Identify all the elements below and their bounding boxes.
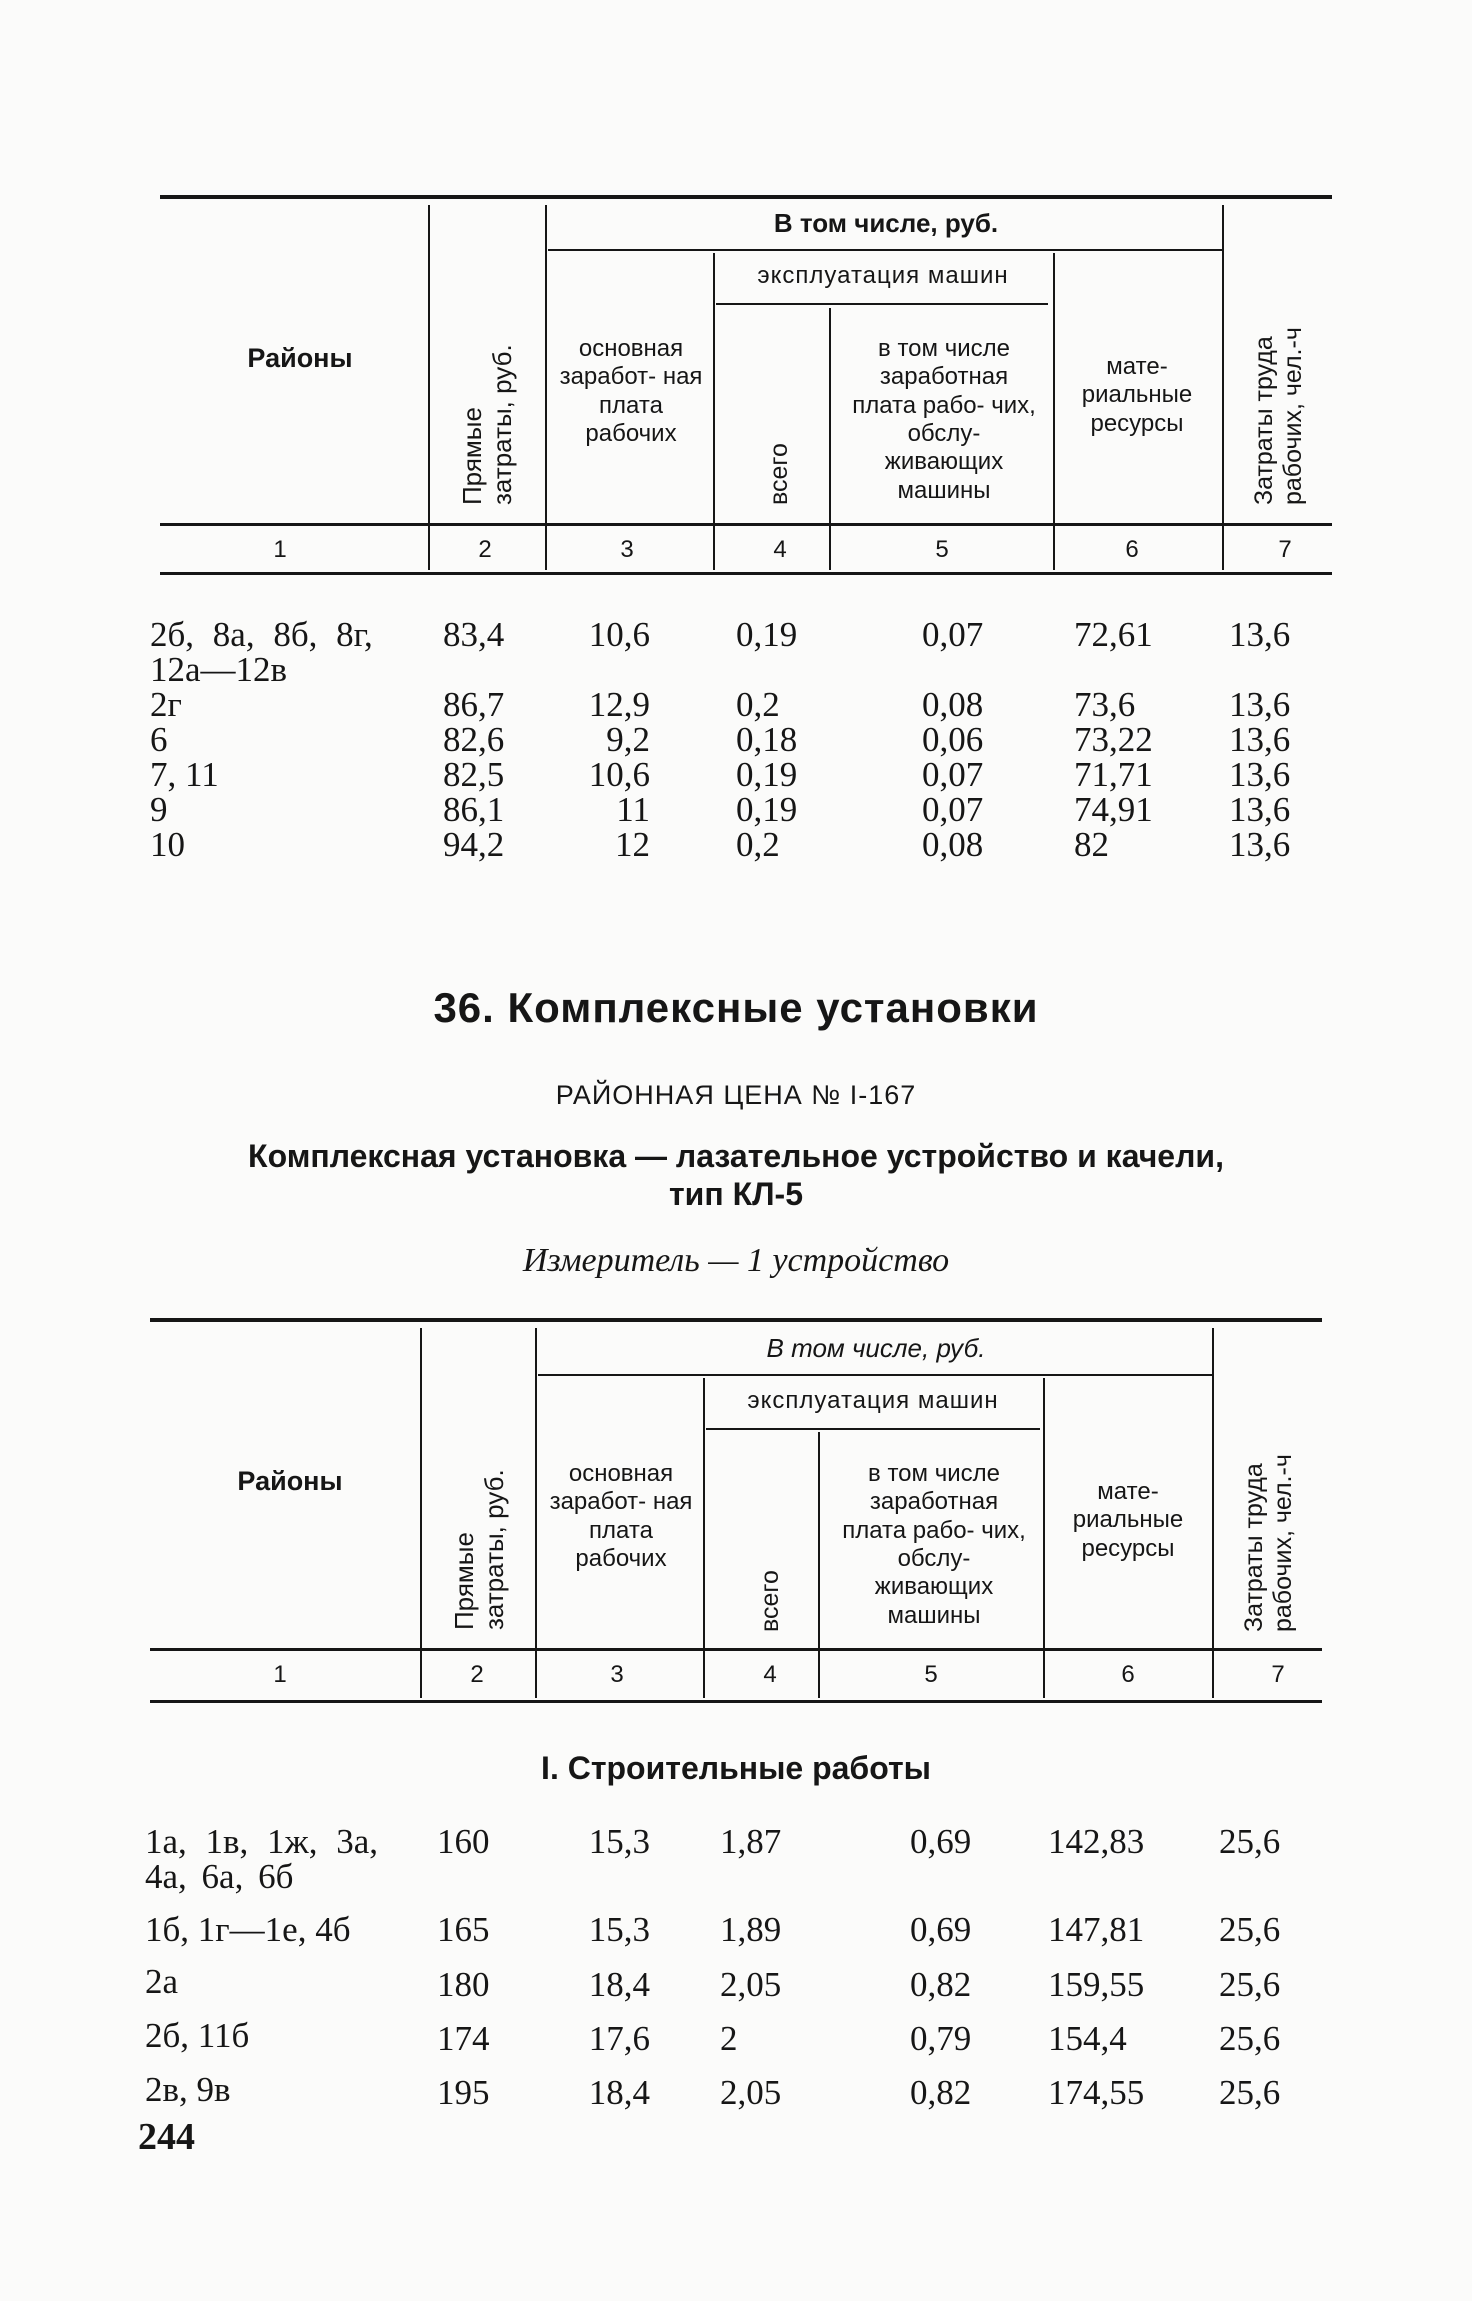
rule [818,1432,820,1698]
cell-wage: 12,9 [588,685,650,724]
rule [1043,1378,1045,1698]
cell-materials: 147,81 [1048,1910,1145,1949]
header-direct-costs [450,1469,510,1630]
cell-region: 12а—12в [150,650,288,689]
cell-labor: 13,6 [1229,790,1291,829]
cell-materials: 74,91 [1074,790,1153,829]
header-machine-operation: эксплуатация машин [757,262,1009,289]
header-labor [1250,327,1308,505]
rule [1222,205,1224,570]
cell-mwage: 0,07 [922,615,984,654]
cell-total: 2,05 [720,2073,782,2112]
col-num: 6 [1125,536,1139,563]
cell-wage: 15,3 [588,1910,650,1949]
cell-region: 6 [150,720,168,759]
cell-direct: 86,1 [443,790,505,829]
cell-mwage: 0,08 [922,825,984,864]
cell-wage: 18,4 [588,1965,650,2004]
price-code: РАЙОННАЯ ЦЕНА № I-167 [555,1080,917,1110]
cell-wage: 12 [615,825,650,864]
cell-labor: 13,6 [1229,720,1291,759]
header-machine-operation: эксплуатация машин [747,1387,999,1414]
col-num: 4 [773,536,787,563]
cell-region: 1б, 1г—1е, 4б [145,1910,351,1949]
col-num: 3 [620,536,634,563]
header-including: В том числе, руб. [766,1333,986,1363]
col-num: 5 [935,536,949,563]
meter-unit: Измеритель — 1 устройство [522,1242,950,1279]
header-text: рабочих, чел.-ч [1268,1454,1297,1632]
header-text: рабочих, чел.-ч [1278,327,1307,505]
cell-labor: 13,6 [1229,755,1291,794]
cell-materials: 73,22 [1074,720,1153,759]
cell-materials: 174,55 [1048,2073,1145,2112]
rule [160,523,1332,526]
cell-total: 0,18 [736,720,798,759]
cell-total: 0,19 [736,755,798,794]
cell-mwage: 0,08 [922,685,984,724]
cell-direct: 165 [437,1910,490,1949]
cell-labor: 25,6 [1219,1965,1281,2004]
cell-wage: 10,6 [588,755,650,794]
cell-region: 2г [150,685,182,724]
cell-region: 7, 11 [150,755,219,794]
col-num: 2 [470,1661,484,1688]
rule [706,1428,1040,1430]
cell-materials: 73,6 [1074,685,1136,724]
section-heading: 36. Комплексные установки [433,984,1039,1031]
cell-mwage: 0,82 [910,1965,972,2004]
cell-labor: 25,6 [1219,1822,1281,1861]
col-num: 1 [273,1661,287,1688]
cell-mwage: 0,69 [910,1910,972,1949]
header-text: затраты, руб. [486,344,517,505]
col-num: 3 [610,1661,624,1688]
cell-labor: 13,6 [1229,615,1291,654]
rule [545,205,547,570]
cell-total: 1,87 [720,1822,782,1861]
header-regions: Районы [247,343,353,373]
header-machine-wage: в том числе заработная плата рабо- чих, обслу- живающих машины [852,335,1036,504]
cell-region: 10 [150,825,185,864]
cell-direct: 82,5 [443,755,505,794]
cell-region: 2в, 9в [145,2070,231,2109]
cell-direct: 83,4 [443,615,505,654]
cell-direct: 94,2 [443,825,505,864]
rule [428,205,430,570]
rule [703,1378,705,1698]
header-machine-wage: в том числе заработная плата рабо- чих, обслу- живающих машины [842,1460,1026,1629]
cell-region: 9 [150,790,168,829]
cell-region: 4а, 6а, 6б [145,1857,294,1896]
table-subheading: I. Строительные работы [541,1750,931,1786]
cell-mwage: 0,79 [910,2019,972,2058]
cell-wage: 10,6 [588,615,650,654]
cell-materials: 142,83 [1048,1822,1145,1861]
cell-mwage: 0,07 [922,755,984,794]
col-num: 7 [1278,536,1292,563]
cell-direct: 174 [437,2019,490,2058]
rule [538,1374,1214,1376]
header-labor [1240,1454,1298,1632]
header-total: всего [765,443,793,505]
col-num: 7 [1271,1661,1285,1688]
rule [829,308,831,570]
cell-wage: 11 [616,790,650,829]
header-including: В том числе, руб. [773,208,999,238]
cell-labor: 25,6 [1219,2019,1281,2058]
cell-direct: 160 [437,1822,490,1861]
header-basic-wage: основная заработ- ная плата рабочих [559,335,703,447]
cell-direct: 86,7 [443,685,505,724]
cell-total: 1,89 [720,1910,782,1949]
cell-labor: 13,6 [1229,825,1291,864]
rule [535,1328,537,1698]
cell-materials: 72,61 [1074,615,1153,654]
header-text: Затраты труда [1240,1463,1268,1632]
cell-mwage: 0,06 [922,720,984,759]
cell-wage: 9,2 [606,720,650,759]
header-total: всего [756,1570,784,1632]
col-num: 5 [924,1661,938,1688]
rule [160,572,1332,575]
cell-materials: 154,4 [1048,2019,1127,2058]
cell-direct: 180 [437,1965,490,2004]
cell-total: 2 [720,2019,738,2058]
rule [1212,1328,1214,1698]
cell-region: 2б, 8а, 8б, 8г, [150,615,373,654]
cell-mwage: 0,69 [910,1822,972,1861]
cell-wage: 17,6 [588,2019,650,2058]
cell-materials: 71,71 [1074,755,1153,794]
cell-direct: 195 [437,2073,490,2112]
header-text: Затраты труда [1250,336,1278,505]
rule [150,1700,1322,1703]
cell-materials: 82 [1074,825,1109,864]
cell-total: 0,2 [736,825,780,864]
header-text: Прямые [457,407,487,505]
cell-region: 1а, 1в, 1ж, 3а, [145,1822,379,1861]
cell-total: 0,19 [736,615,798,654]
rule [1053,253,1055,570]
page-number: 244 [138,2116,195,2158]
header-text: затраты, руб. [478,1469,509,1630]
cell-wage: 15,3 [588,1822,650,1861]
header-basic-wage: основная заработ- ная плата рабочих [549,1460,693,1572]
header-text: Прямые [449,1532,479,1630]
rule [150,1648,1322,1651]
item-title: тип КЛ-5 [669,1176,803,1212]
rule [420,1328,422,1698]
item-title: Комплексная установка — лазательное устройство и качели, [248,1138,1224,1174]
cell-labor: 13,6 [1229,685,1291,724]
rule [150,1318,1322,1322]
cell-region: 2б, 11б [145,2016,250,2055]
col-num: 1 [273,536,287,563]
cell-mwage: 0,82 [910,2073,972,2112]
cell-region: 2а [145,1962,179,2001]
cell-direct: 82,6 [443,720,505,759]
cell-total: 0,2 [736,685,780,724]
header-materials: мате- риальные ресурсы [1072,1478,1184,1562]
col-num: 4 [763,1661,777,1688]
header-materials: мате- риальные ресурсы [1081,353,1193,437]
cell-total: 0,19 [736,790,798,829]
cell-total: 2,05 [720,1965,782,2004]
cell-labor: 25,6 [1219,2073,1281,2112]
header-regions: Районы [237,1466,343,1496]
col-num: 6 [1121,1661,1135,1688]
cell-wage: 18,4 [588,2073,650,2112]
cell-labor: 25,6 [1219,1910,1281,1949]
rule [716,303,1048,305]
cell-mwage: 0,07 [922,790,984,829]
rule [713,253,715,570]
col-num: 2 [478,536,492,563]
header-direct-costs [458,344,518,505]
rule [548,249,1224,251]
rule [160,195,1332,199]
cell-materials: 159,55 [1048,1965,1145,2004]
